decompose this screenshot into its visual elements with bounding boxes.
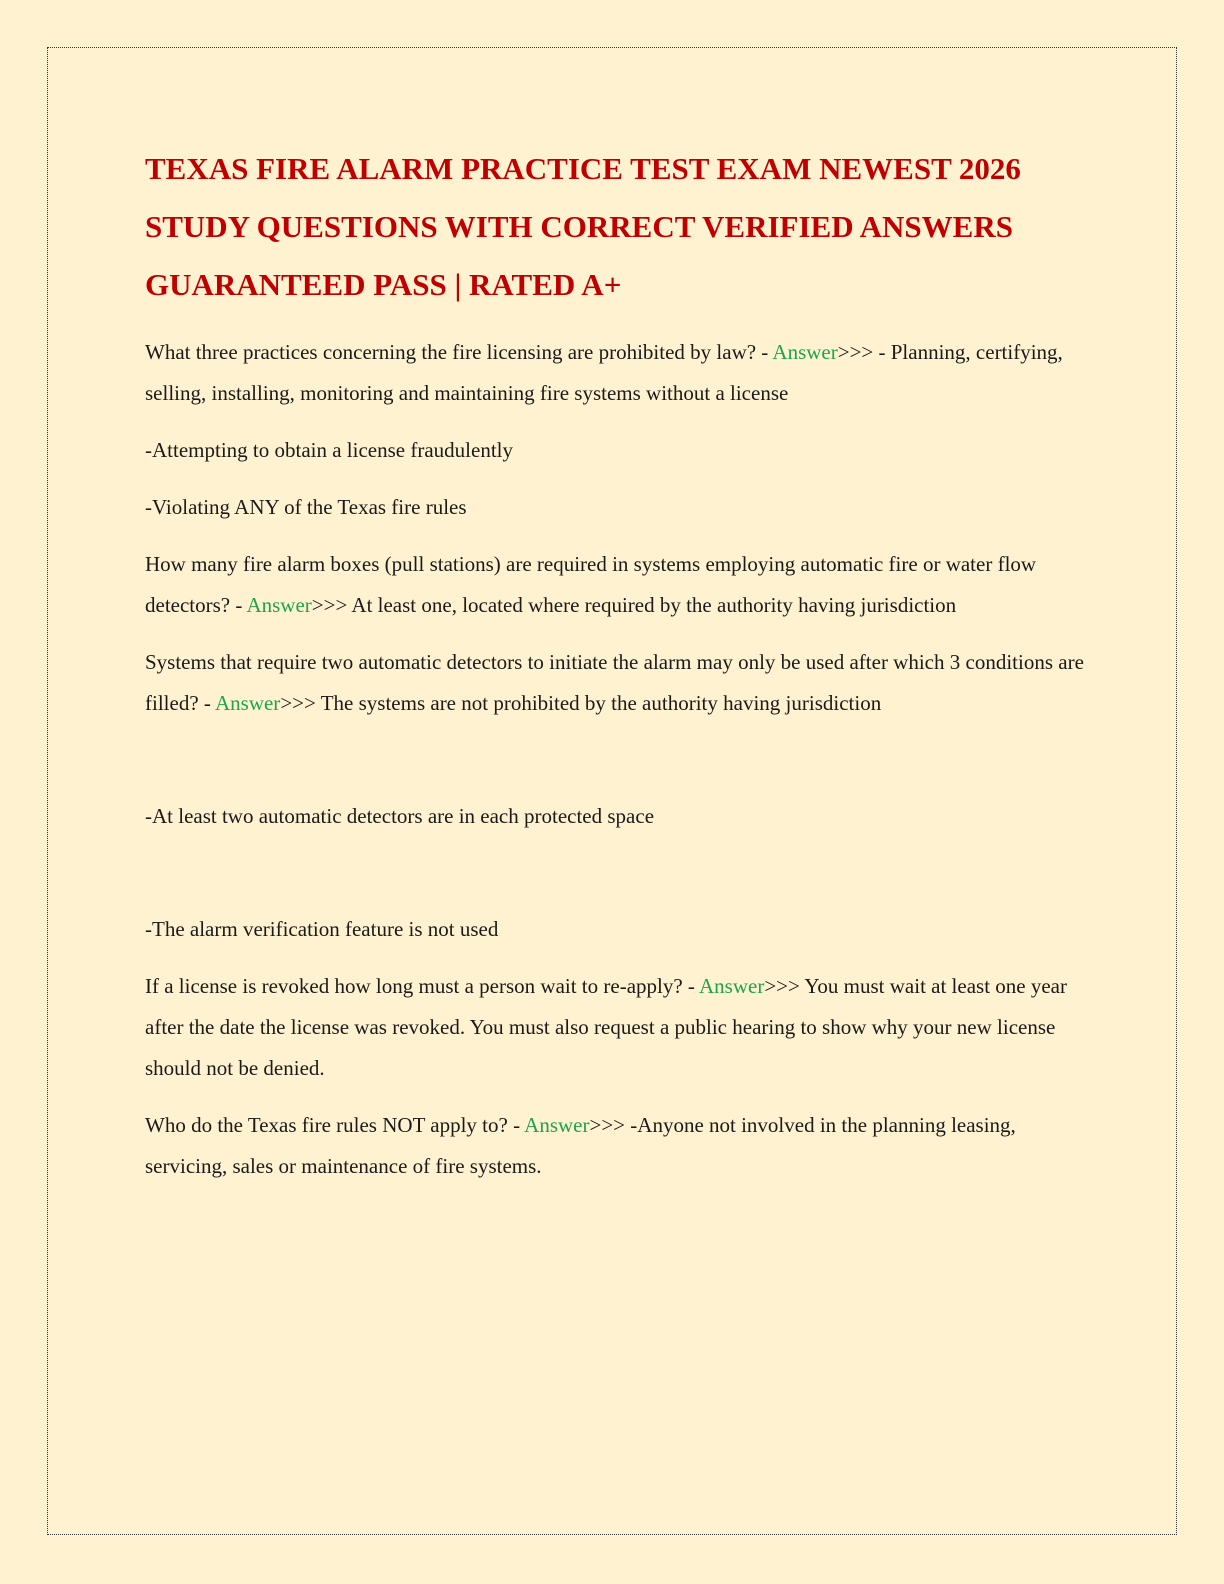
answer-text: >>> - Planning, certifying, selling, installing, monitoring and maintaining fire systems without a license [145, 340, 1063, 405]
answer-label: Answer [524, 1113, 590, 1137]
qa-item-1-point-2: -Violating ANY of the Texas fire rules [145, 495, 467, 519]
question-text: What three practices concerning the fire licensing are prohibited by law? - [145, 340, 773, 364]
answer-label: Answer [699, 974, 765, 998]
question-text: Who do the Texas fire rules NOT apply to? - [145, 1113, 525, 1137]
qa-item-3-point-2: -The alarm verification feature is not used [145, 917, 499, 941]
answer-text: >>> At least one, located where required by the authority having jurisdiction [311, 593, 957, 617]
answer-text: >>> You must wait at least one year after the date the license was revoked. You must also request a public hearing to show why your new license should not be denied. [145, 974, 1067, 1080]
qa-item-5 [145, 1105, 1085, 1187]
qa-item-1-point-1: -Attempting to obtain a license fraudulently [145, 438, 513, 462]
document-title [145, 140, 1085, 314]
title-line-3: GUARANTEED PASS | RATED A+ [145, 267, 622, 302]
qa-item-3-point-1: -At least two automatic detectors are in each protected space [145, 804, 655, 828]
answer-text: >>> -Anyone not involved in the planning leasing, servicing, sales or maintenance of fire systems. [145, 1113, 1016, 1178]
qa-item-1 [145, 332, 1085, 414]
answer-label: Answer [214, 691, 281, 715]
question-text: If a license is revoked how long must a person wait to re-apply? - [145, 974, 700, 998]
title-line-2: STUDY QUESTIONS WITH CORRECT VERIFIED ANSWERS [145, 209, 1013, 244]
answer-label: Answer [772, 340, 838, 364]
qa-item-3 [145, 642, 1085, 724]
answer-text: >>> The systems are not prohibited by the authority having jurisdiction [280, 691, 882, 715]
qa-item-4 [145, 966, 1085, 1089]
question-text: How many fire alarm boxes (pull stations) are required in systems employing automatic fire or water flow detectors? - [145, 552, 1037, 617]
qa-item-2 [145, 544, 1085, 626]
title-line-1: TEXAS FIRE ALARM PRACTICE TEST EXAM NEWEST 2026 [145, 151, 1021, 186]
question-text: Systems that require two automatic detectors to initiate the alarm may only be used after which 3 conditions are filled? - [145, 650, 1084, 715]
document-body [145, 140, 1085, 1187]
answer-label: Answer [246, 593, 312, 617]
